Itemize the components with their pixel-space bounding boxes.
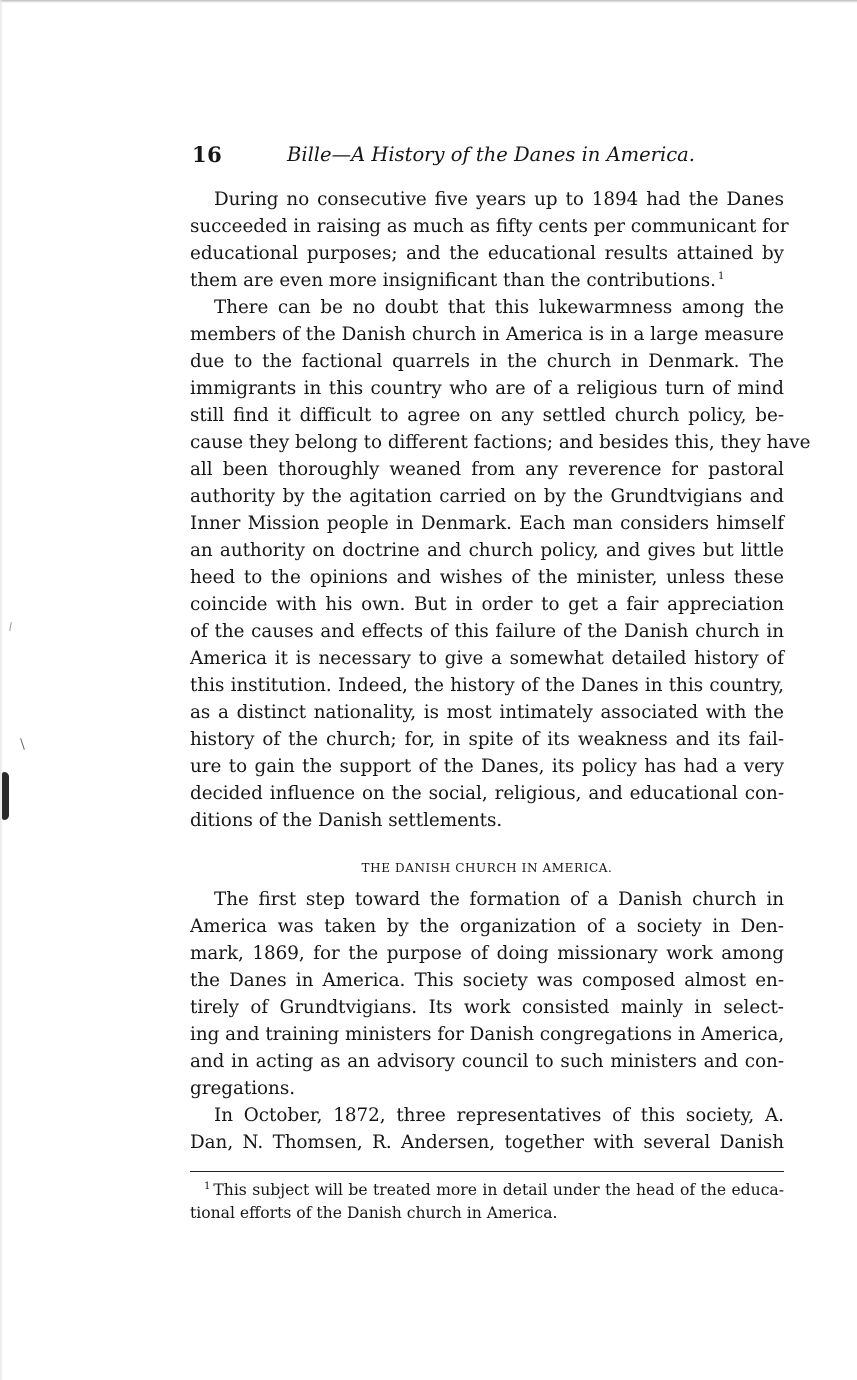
paragraph-2: [190, 294, 811, 834]
text-line: authority by the agitation carried on by the Grundtvigians and: [190, 486, 784, 507]
section-heading: THE DANISH CHURCH IN AMERICA.: [361, 861, 613, 875]
page-left-edge: [0, 0, 3, 1380]
footnote-rule: [190, 1171, 784, 1172]
text-line-content: them are even more insignificant than the contributions.: [190, 270, 716, 291]
scan-speck: [9, 622, 12, 631]
text-line: Inner Mission people in Denmark. Each man considers himself: [190, 513, 784, 534]
text-line: In October, 1872, three representatives of this society, A.: [214, 1105, 784, 1126]
body-text-upper: [190, 186, 811, 834]
footnote-reference: 1: [718, 270, 725, 282]
scan-speck: [20, 738, 25, 750]
footnote-text: This subject will be treated more in detail under the head of the educa-: [213, 1181, 784, 1199]
text-line: educational purposes; and the educational results attained by: [190, 243, 784, 264]
text-line: America it is necessary to give a somewhat detailed history of: [190, 648, 784, 669]
footnote-marker: 1: [204, 1180, 211, 1192]
paragraph-4: [190, 1102, 784, 1156]
text-line: ditions of the Danish settlements.: [190, 810, 503, 831]
text-line: succeeded in raising as much as fifty cents per communicant for: [190, 216, 789, 237]
text-line: ing and training ministers for Danish congregations in America,: [190, 1024, 785, 1045]
text-line: members of the Danish church in America is in a large measure: [190, 324, 784, 345]
body-text-lower: [190, 886, 784, 1156]
footnote-line: tional efforts of the Danish church in America.: [190, 1204, 558, 1222]
text-line: America was taken by the organization of a society in Den-: [190, 916, 784, 937]
text-line: Dan, N. Thomsen, R. Andersen, together with several Danish: [190, 1132, 784, 1153]
running-head: [192, 142, 695, 168]
text-line: an authority on doctrine and church policy, and gives but little: [190, 540, 784, 561]
text-line: as a distinct nationality, is most intimately associated with the: [190, 702, 784, 723]
text-line: decided influence on the social, religious, and educational con-: [190, 783, 784, 804]
footnote-line: [190, 1179, 784, 1202]
text-line: The first step toward the formation of a Danish church in: [214, 889, 784, 910]
text-line: still find it difficult to agree on any settled church policy, be-: [190, 405, 784, 426]
text-line: tirely of Grundtvigians. Its work consisted mainly in select-: [190, 997, 784, 1018]
page-number: 16: [192, 142, 223, 167]
text-line: due to the factional quarrels in the church in Denmark. The: [190, 351, 784, 372]
text-line: There can be no doubt that this lukewarmness among the: [214, 297, 784, 318]
running-title: Bille—A History of the Danes in America.: [287, 143, 695, 166]
footnote: [190, 1179, 784, 1225]
text-line: the Danes in America. This society was composed almost en-: [190, 970, 784, 991]
text-line: of the causes and effects of this failure of the Danish church in: [190, 621, 784, 642]
text-line: all been thoroughly weaned from any reverence for pastoral: [190, 459, 784, 480]
text-line: history of the church; for, in spite of its weakness and its fail-: [190, 729, 784, 750]
text-line: immigrants in this country who are of a religious turn of mind: [190, 378, 784, 399]
text-line: heed to the opinions and wishes of the minister, unless these: [190, 567, 784, 588]
text-line: [190, 267, 784, 294]
page-top-edge: [0, 0, 857, 3]
paragraph-1: [190, 186, 789, 294]
text-line: During no consecutive five years up to 1894 had the Danes: [214, 189, 784, 210]
text-line: coincide with his own. But in order to get a fair appreciation: [190, 594, 784, 615]
text-line: this institution. Indeed, the history of the Danes in this country,: [190, 675, 784, 696]
text-line: ure to gain the support of the Danes, its policy has had a very: [190, 756, 784, 777]
text-line: cause they belong to different factions; and besides this, they have: [190, 432, 811, 453]
paragraph-3: [190, 886, 784, 1102]
text-line: gregations.: [190, 1078, 296, 1099]
binding-mark: [2, 772, 9, 820]
text-line: and in acting as an advisory council to such ministers and con-: [190, 1051, 784, 1072]
text-line: mark, 1869, for the purpose of doing missionary work among: [190, 943, 784, 964]
